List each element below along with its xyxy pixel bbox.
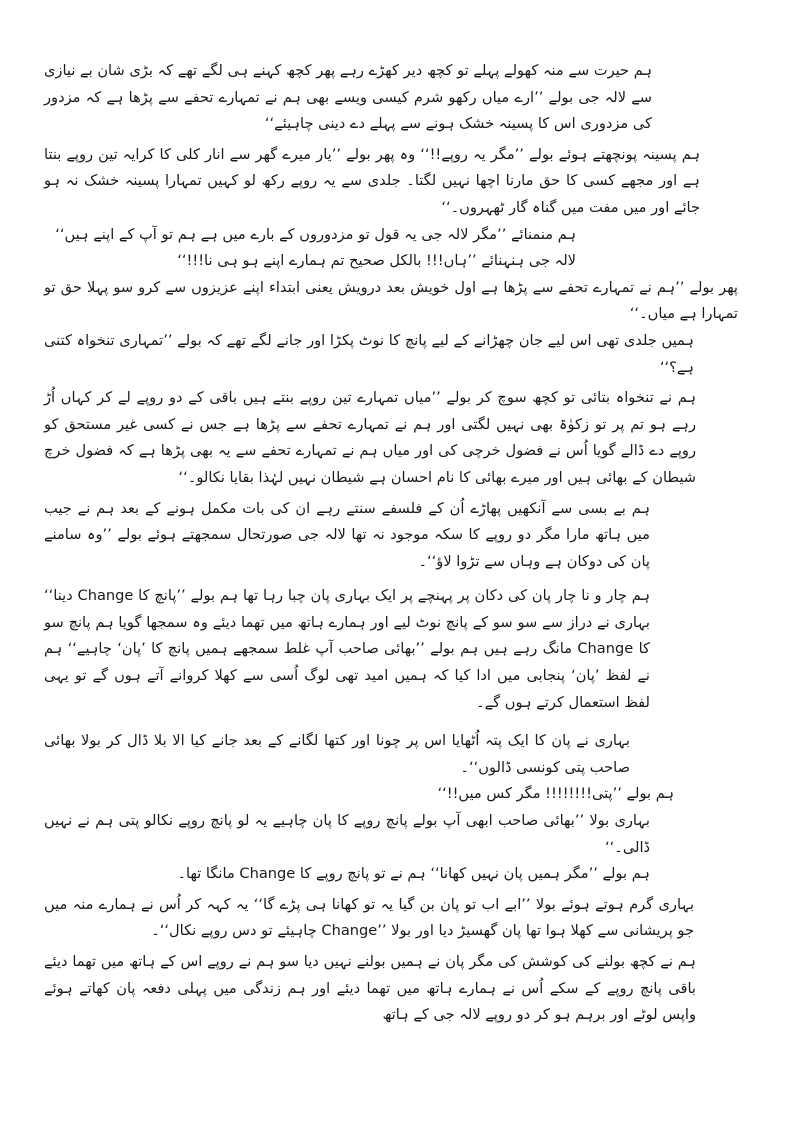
- paragraph-1: ہم حیرت سے منہ کھولے پہلے تو کچھ دیر کھڑے رہے پھر کچھ کہنے ہی لگے تھے کہ بڑی شان بے نیازی سے لالہ جی بولے ’’ارے میاں رکھو شرم کیسی ویسے بھی ہم نے تمہارے تحفے سے پڑھا ہے کہ مزدور کی مزدوری اس کا پسینہ خشک ہونے سے پہلے دے دینی چاہیئے‘‘: [44, 62, 652, 133]
- paragraph-2: ہم پسینہ پونچھتے ہوئے بولے ’’مگر یہ روپے!!‘‘ وہ پھر بولے ’’یار میرے گھر سے انار کلی کا کرایہ تین روپے بنتا ہے اور مجھے کسی کا حق مارنا اچھا نہیں لگتا۔ جلدی سے یہ روپے رکھ لو کہیں تمہارا پسینہ خشک نہ ہو جائے اور میں مفت میں گناہ گار ٹھہروں۔‘‘: [44, 145, 700, 216]
- paragraph-10: بہاری نے پان کا ایک پتہ اُٹھایا اس پر چونا اور کتھا لگانے کے بعد جانے کیا الا بلا ڈال کر بولا بھائی صاحب پتی کونسی ڈالوں‘‘۔: [44, 732, 630, 776]
- paragraph-15: ہم نے کچھ بولنے کی کوشش کی مگر پان نے ہمیں بولنے نہیں دیا سو ہم نے روپے اس کے ہاتھ میں تھما دیئے باقی پانچ روپے کے سکے اُس نے ہمارے ہاتھ میں تھما دیئے اور ہم زندگی میں پہلی دفعہ پان کھاتے ہوئے واپس لوٹے اور برہم ہو کر دو روپے لالہ جی کے ہاتھ: [44, 953, 696, 1024]
- paragraph-3: ہم منمنائے ’’مگر لالہ جی یہ قول تو مزدوروں کے بارے میں ہے ہم تو آپ کے اپنے ہیں‘‘: [55, 225, 576, 243]
- paragraph-8: ہم بے بسی سے آنکھیں پھاڑے اُن کے فلسفے سنتے رہے ان کی بات مکمل ہونے کے بعد ہم نے جیب میں ہاتھ مارا مگر دو روپے کا سکہ موجود نہ تھا لالہ جی صورتحال سمجھتے ہوئے بولے ’’وہ سامنے پان کی دوکان ہے وہاں سے تڑوا لاؤ‘‘۔: [44, 499, 650, 570]
- paragraph-11: ہم بولے ’’پتی!!!!!!!! مگر کس میں!!‘‘: [437, 785, 674, 803]
- paragraph-12: بہاری بولا ’’بھائی صاحب ابھی آپ بولے پانچ روپے کا پان چاہیے یہ لو پانچ روپے نکالو پتی ہم نے نہیں ڈالی۔‘‘: [44, 812, 650, 856]
- urdu-text-body: [44, 58, 744, 1029]
- paragraph-6: ہمیں جلدی تھی اس لیے جان چھڑانے کے لیے پانچ کا نوٹ پکڑا اور جانے لگے تھے کہ بولے ’’تمہاری تنخواہ کتنی ہے؟‘‘: [44, 331, 694, 376]
- paragraph-5: پھر بولے ’’ہم نے تمہارے تحفے سے پڑھا ہے اول خویش بعد درویش یعنی ابتداء اپنے عزیزوں سے کرو سو پہلا حق تو تمہارا ہے میاں۔‘‘: [44, 278, 738, 323]
- paragraph-4: لالہ جی ہنہنائے ’’ہاں!!! بالکل صحیح تم ہمارے اپنے ہو ہی نا!!!‘‘: [177, 252, 576, 270]
- paragraph-7: ہم نے تنخواہ بتائی تو کچھ سوچ کر بولے ’’میاں تمہارے تین روپے بنتے ہیں باقی کے دو روپے لے کر کہاں اُڑ رہے ہو تم پر تو زکوٰۃ بھی نہیں لگتی اور ہم نے تمہارے تحفے سے پڑھا ہے جس نے کسی غیر مستحق کو روپے دے ڈالے گویا اُس نے فضول خرچی کی اور میاں ہم نے تمہارے تحفے سے یہ بھی پڑھا ہے کہ فضول خرچ شیطان کے بھائی ہیں اور میرے بھائی کا نام احسان ہے شیطان نہیں لہٰذا بقایا نکالو۔‘‘: [44, 389, 696, 486]
- paragraph-13: ہم بولے ’’مگر ہمیں پان نہیں کھانا‘‘ ہم نے تو پانچ روپے کا Change مانگا تھا۔: [177, 865, 650, 883]
- paragraph-9: ہم چار و نا چار پان کی دکان پر پہنچے پر ایک بہاری پان چبا رہا تھا ہم بولے ’’پانچ کا Change دینا‘‘ بہاری نے دراز سے سو سو کے پانچ نوٹ لیے اور ہمارے ہاتھ میں تھما دیئے وہ سمجھا گویا ہم پانچ سو کا Change مانگ رہے ہیں ہم بولے ’’بھائی صاحب آپ غلط سمجھے ہمیں پانچ کا ’پان‘ چاہیے‘‘ ہم نے لفظ ’پان‘ پنجابی میں ادا کیا کہ ہمیں امید تھی لوگ اُسی سے کھلا کروانے آتے ہوں گے تو یہی لفظ استعمال کرتے ہوں گے۔: [44, 587, 650, 711]
- paragraph-14: بہاری گرم ہوتے ہوئے بولا ’’ابے اب تو پان بن گیا یہ تو کھانا ہی پڑے گا‘‘ یہ کہہ کر اُس نے ہمارے منہ میں جو پریشانی سے کھلا ہوا تھا پان گھسیڑ دیا اور بولا ’’Change چاہیئے تو دس روپے نکال‘‘۔: [44, 895, 694, 940]
